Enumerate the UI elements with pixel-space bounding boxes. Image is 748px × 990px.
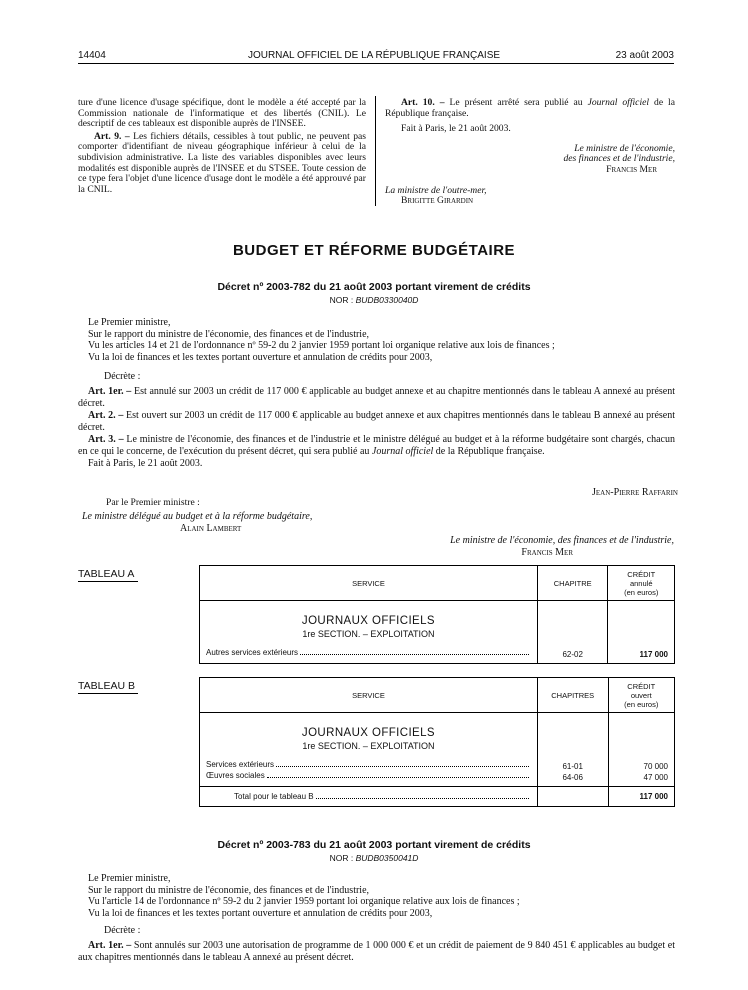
decree-2-article-1-text: Sont annulés sur 2003 une autorisation de programme de 1 000 000 € et un crédit de paiement de 9 840 451 € applicables au budget et aux chapitres mentionnés dans le tableau A annexé au présent décret. [78,940,676,963]
done-at-paris: Fait à Paris, le 21 août 2003. [401,123,511,135]
tableau-b-col-credit-3: (en euros) [624,699,659,709]
decree-1-decrete [78,371,675,383]
tableau-b-org: JOURNAUX OFFICIELS [301,727,435,739]
decree-2-line-2: Sur le rapport du ministre de l'économie, des finances et de l'industrie, [88,884,370,896]
decree-2-line-4: Vu la loi de finances et les textes portant ouverture et annulation de crédits pour 2003, [88,907,433,919]
tableau-a-col-credit-3: (en euros) [624,587,659,597]
decree-2-nor-label: NOR : [329,853,354,863]
decree-2-article-1-label: Art. 1er. – [88,940,132,951]
decree-1-nor-code: BUDB0330040D [355,295,419,305]
decree-1-article-2-text: Est ouvert sur 2003 un crédit de 117 000 € applicable au budget annexe et aux chapitres mentionnés dans le tableau B annexé au présent décret. [78,410,675,433]
decree-2-nor [0,853,748,863]
tableau-b-total-cell [200,787,538,807]
decree-1-line-4: Vu la loi de finances et les textes portant ouverture et annulation de crédits pour 2003, [88,351,433,363]
tableau-b-total-label: Total pour le tableau B [234,792,314,801]
column-divider [375,96,376,206]
tableau-a-row-service: Autres services extérieurs [206,648,299,657]
tableau-a-col-credit-1: CRÉDIT [627,569,656,579]
decree-1-signatory: Jean-Pierre Raffarin [592,487,678,498]
article-9-label: Art. 9. – [94,130,130,142]
signature-outremer-name: Brigitte Girardin [401,195,474,207]
tableau-b-col-chapitres: CHAPITRES [537,678,608,713]
top-right-column [385,98,675,207]
decree-1-par: Par le Premier ministre : [106,497,200,508]
tableau-a-col-service: SERVICE [200,566,538,601]
signature-eco-name: Francis Mer [606,163,657,175]
tableau-b-total-row [200,791,537,802]
tableau-b-total-chap-cell [537,787,608,807]
signature-outremer [385,186,675,207]
header-rule [78,63,674,64]
article-10-text-b: de la République française. [385,97,675,119]
decree-2-articles [78,940,675,963]
decree-1-sig-budget-role: Le ministre délégué au budget et à la réforme budgétaire, [82,511,313,522]
decree-2-line-3: Vu l'article 14 de l'ordonnance nº 59-2 du 2 janvier 1959 portant loi organique relative aux lois de finances ; [88,896,520,907]
tableau-b-row-2-credit: 47 000 [643,773,668,782]
tableau-a-row-chapitre: 62-02 [562,650,583,659]
signature-eco-role-1: Le ministre de l'économie, [574,142,675,154]
tableau-b-row-1-credit: 70 000 [643,762,668,771]
decree-1-article-3-text-b: de la République française. [435,445,545,457]
tableau-b-col-credit [608,678,674,713]
decree-1-article-2-label: Art. 2. – [88,410,124,421]
tableau-a-credit-cell [608,601,675,664]
signature-eco-role-2: des finances et de l'industrie, [563,153,675,165]
decree-1-done: Fait à Paris, le 21 août 2003. [88,458,203,469]
decree-2-decrete [78,925,675,937]
tableau-b-row-2-chapitre: 64-06 [562,773,583,782]
tableau-a-service-cell [200,601,538,664]
decree-1-article-3 [78,434,675,457]
tableau-b-col-service: SERVICE [200,678,538,713]
decree-1-sig-eco-name: Francis Mer [521,547,573,558]
tableau-b-total-value: 117 000 [639,792,668,801]
decree-1-sig-budget-name: Alain Lambert [180,523,242,534]
tableau-a-chap-cell [537,601,608,664]
decree-1-article-2 [78,410,675,433]
decree-1-title: Décret nº 2003-782 du 21 août 2003 portant virement de crédits [217,281,531,293]
article-9 [78,132,366,196]
tableau-a-row-credit: 117 000 [639,650,668,659]
decree-1-article-3-text-a: Le ministre de l'économie, des finances et de l'industrie et le ministre délégué au budget et à la réforme budgétaire sont chargés, chacun en ce qui le concerne, de l'exécution du présent décret, qui sera publié au [78,434,675,457]
tableau-b-total-credit-cell [608,787,674,807]
tableau-b-row-1-chapitre: 61-01 [562,762,583,771]
journal-title: JOURNAL OFFICIEL DE LA RÉPUBLIQUE FRANÇAISE [247,50,501,61]
tableau-b-chap-cell [537,713,608,787]
table-row [200,647,537,658]
top-left-column [78,98,366,195]
decree-2-title: Décret nº 2003-783 du 21 août 2003 portant virement de crédits [217,839,531,851]
decree-1-preamble [78,317,675,363]
tableau-b-credit-cell [608,713,674,787]
decree-2-nor-code: BUDB0350041D [355,853,419,863]
signature-eco [385,144,675,176]
signature-outremer-role: La ministre de l'outre-mer, [385,184,487,196]
article-10-journal: Journal officiel [587,97,650,108]
decree-2-decrete-text: Décrète : [104,925,141,936]
tableau-b-row-1-service: Services extérieurs [206,760,275,769]
article-10-label: Art. 10. – [401,97,445,108]
tableau-b-col-credit-1: CRÉDIT [627,681,656,691]
tableau-b-col-credit-2: ouvert [630,690,652,700]
continued-paragraph: ture d'une licence d'usage spécifique, dont le modèle a été accepté par la Commission nationale de l'informatique et des libertés (CNIL). Le descriptif de ces tableaux est disponible auprès de l'INSEE. [78,97,366,130]
decree-1-article-1 [78,386,675,409]
issue-date: 23 août 2003 [615,50,674,61]
decree-1-decrete-text: Décrète : [104,371,141,382]
tableau-b [199,677,675,807]
page-number: 14404 [78,50,106,61]
tableau-a-org: JOURNAUX OFFICIELS [301,615,435,627]
decree-1-articles [78,386,675,470]
section-title: BUDGET ET RÉFORME BUDGÉTAIRE [232,242,516,259]
decree-1-article-1-text: Est annulé sur 2003 un crédit de 117 000 € applicable au budget annexe et au chapitre mentionnés dans le tableau A annexé au présent décret. [78,386,675,409]
decree-1-article-1-label: Art. 1er. – [88,386,132,397]
tableau-b-section: 1re SECTION. – EXPLOITATION [302,741,435,751]
decree-1-nor [0,295,748,305]
decree-2-line-1: Le Premier ministre, [88,873,171,884]
decree-1-line-1: Le Premier ministre, [88,317,171,328]
decree-1-article-3-label: Art. 3. – [88,434,124,445]
tableau-b-service-cell [200,713,538,787]
table-row [200,770,537,781]
tableau-a-section: 1re SECTION. – EXPLOITATION [302,629,435,639]
table-row [200,759,537,770]
decree-1-article-3-journal: Journal officiel [371,445,434,457]
decree-2-article-1 [78,940,675,963]
tableau-a-col-credit [608,566,675,601]
article-10-text-a: Le présent arrêté sera publié au [449,97,583,108]
tableau-a-col-chapitre: CHAPITRE [537,566,608,601]
tableau-b-row-2-service: Œuvres sociales [206,771,265,780]
tableau-b-label: TABLEAU B [78,680,135,692]
decree-1-nor-label: NOR : [329,295,354,305]
tableau-b-label-rule [78,693,138,694]
tableau-a-label-rule [78,581,138,582]
tableau-a-label: TABLEAU A [78,568,135,580]
decree-2-preamble [78,873,675,919]
decree-1-line-3: Vu les articles 14 et 21 de l'ordonnance nº 59-2 du 2 janvier 1959 portant loi organique relative aux lois de finances ; [88,340,555,351]
tableau-a-col-credit-2: annulé [629,578,653,588]
decree-1-sig-eco-role: Le ministre de l'économie, des finances et de l'industrie, [450,535,674,546]
decree-1-line-2: Sur le rapport du ministre de l'économie, des finances et de l'industrie, [88,328,370,340]
article-9-text: Les fichiers détails, cessibles à tout public, ne peuvent pas comporter d'identifiant de niveau géographique inférieur à celui de la subdivision administrative. La liste des variables disponibles avec leurs modalités est disponible auprès de l'INSEE et du STSEE. Toute cession de ce type fera l'objet d'une licence d'usage dont le modèle a été approuvé par la CNIL. [78,130,366,195]
article-10 [385,98,675,119]
tableau-a [199,565,675,664]
